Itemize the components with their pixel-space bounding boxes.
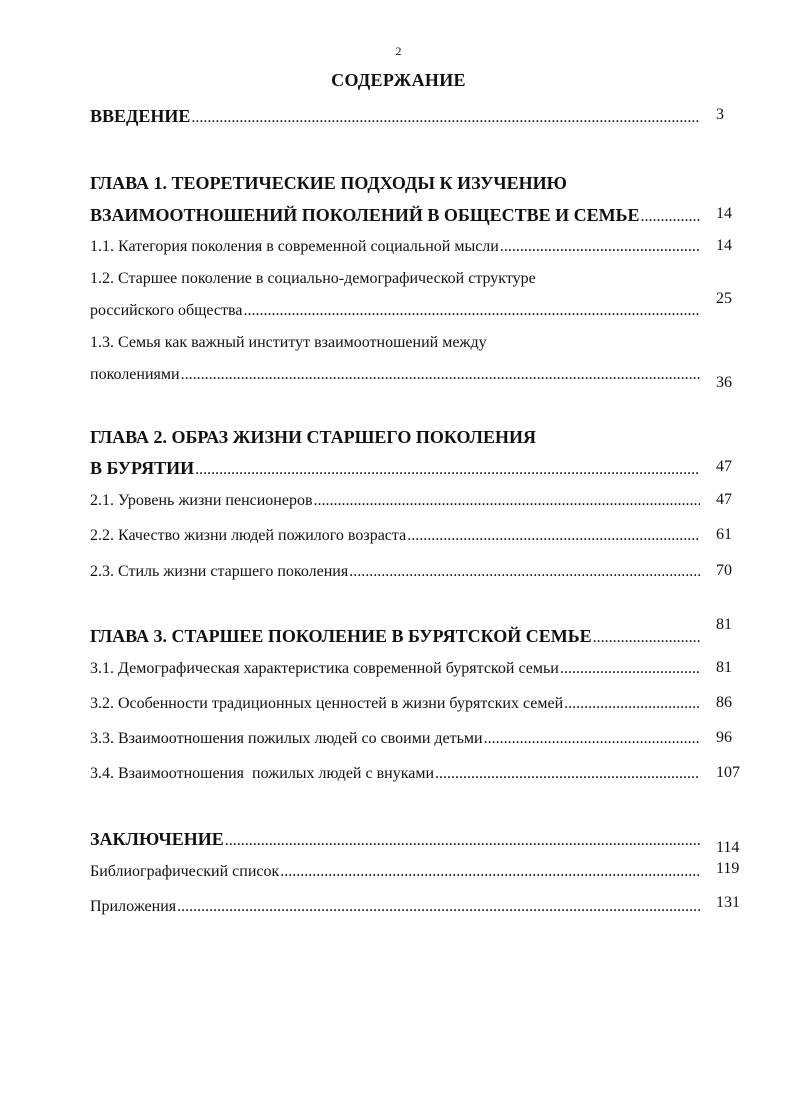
dot-leader (349, 562, 700, 582)
toc-entry-chapter-1 (90, 173, 750, 193)
toc-entry-section-2-3 (90, 562, 750, 582)
toc-entry-section-2-1 (90, 491, 750, 511)
toc-entry-section-3-3 (90, 729, 750, 749)
toc-entry-title: 2.1. Уровень жизни пенсионеров (90, 492, 313, 509)
page-number: 2 (395, 44, 402, 58)
toc-entry-section-2-2 (90, 526, 750, 546)
toc-entry-section-3-4 (90, 764, 750, 784)
toc-entry-section-3-2 (90, 694, 750, 714)
toc-entry-chapter-2-cont (90, 458, 750, 480)
toc-entry-section-1-3 (90, 333, 750, 353)
dot-leader (195, 460, 700, 480)
toc-entry-title: ВВЕДЕНИЕ (90, 106, 191, 126)
toc-entry-bibliography (90, 862, 750, 882)
toc-entry-appendix (90, 897, 750, 917)
toc-page-number: 114 (716, 839, 740, 856)
toc-entry-title-line-2: В БУРЯТИИ (90, 458, 195, 478)
toc-entry-title: 3.1. Демографическая характеристика современной бурятской семьи (90, 660, 559, 677)
toc-page-number: 119 (716, 860, 740, 877)
toc-page-number: 81 (716, 616, 732, 633)
toc-entry-title-line-1: 1.2. Старшее поколение в социально-демографической структуре (90, 270, 536, 287)
toc-page-number: 86 (716, 694, 732, 711)
dot-leader (280, 862, 700, 882)
toc-entry-title: ГЛАВА 3. СТАРШЕЕ ПОКОЛЕНИЕ В БУРЯТСКОЙ СЕМЬЕ (90, 626, 592, 646)
toc-entry-section-1-1 (90, 237, 750, 257)
dot-leader (181, 365, 700, 385)
toc-entry-title-line-1: ГЛАВА 1. ТЕОРЕТИЧЕСКИЕ ПОДХОДЫ К ИЗУЧЕНИЮ (90, 173, 567, 193)
toc-page-number: 14 (716, 205, 732, 222)
toc-page-number: 70 (716, 562, 732, 579)
toc-entry-chapter-1-cont (90, 205, 750, 227)
toc-entry-section-3-1 (90, 659, 750, 679)
toc-page-number: 3 (716, 106, 724, 123)
toc-entry-title: Приложения (90, 898, 177, 915)
toc-entry-title: 2.2. Качество жизни людей пожилого возраста (90, 527, 407, 544)
toc-page-number: 47 (716, 458, 732, 475)
toc-entry-title-line-2: поколениями (90, 366, 180, 383)
dot-leader (500, 237, 700, 257)
toc-entry-title: ЗАКЛЮЧЕНИЕ (90, 829, 224, 849)
toc-entry-title: 1.1. Категория поколения в современной социальной мысли (90, 238, 499, 255)
toc-entry-introduction (90, 106, 750, 128)
toc-entry-title-line-1: ГЛАВА 2. ОБРАЗ ЖИЗНИ СТАРШЕГО ПОКОЛЕНИЯ (90, 427, 536, 447)
toc-page-number: 96 (716, 729, 732, 746)
toc-entry-title-line-2: российского общества (90, 302, 243, 319)
dot-leader (564, 694, 700, 714)
dot-leader (177, 897, 700, 917)
toc-page-number: 107 (716, 764, 740, 781)
dot-leader (641, 207, 700, 227)
toc-entry-section-1-2-cont (90, 301, 750, 321)
dot-leader (435, 764, 700, 784)
toc-page-number: 25 (716, 290, 732, 307)
toc-page-number: 47 (716, 491, 732, 508)
dot-leader (314, 491, 700, 511)
toc-title: СОДЕРЖАНИЕ (331, 70, 466, 90)
toc-entry-chapter-2 (90, 427, 750, 447)
dot-leader (484, 729, 700, 749)
toc-entry-conclusion (90, 829, 750, 851)
toc-entry-section-1-3-cont (90, 365, 750, 385)
toc-entry-title-line-1: 1.3. Семья как важный институт взаимоотношений между (90, 334, 487, 351)
toc-entry-title: 3.2. Особенности традиционных ценностей в жизни бурятских семей (90, 695, 564, 712)
toc-entry-title: 3.4. Взаимоотношения пожилых людей с внуками (90, 765, 435, 782)
dot-leader (560, 659, 700, 679)
dot-leader (243, 301, 700, 321)
toc-page-number: 131 (716, 894, 740, 911)
dot-leader (593, 628, 700, 648)
toc-page-number: 36 (716, 374, 732, 391)
toc-entry-title: Библиографический список (90, 863, 280, 880)
dot-leader (225, 831, 700, 851)
toc-entry-chapter-3 (90, 626, 750, 648)
dot-leader (407, 526, 700, 546)
toc-page-number: 61 (716, 526, 732, 543)
toc-page-number: 81 (716, 659, 732, 676)
toc-entry-title: 3.3. Взаимоотношения пожилых людей со своими детьми (90, 730, 483, 747)
toc-entry-section-1-2 (90, 269, 750, 289)
dot-leader (191, 108, 700, 128)
toc-page-number: 14 (716, 237, 732, 254)
toc-entry-title-line-2: ВЗАИМООТНОШЕНИЙ ПОКОЛЕНИЙ В ОБЩЕСТВЕ И СЕМЬЕ (90, 205, 640, 225)
toc-entry-title: 2.3. Стиль жизни старшего поколения (90, 563, 349, 580)
